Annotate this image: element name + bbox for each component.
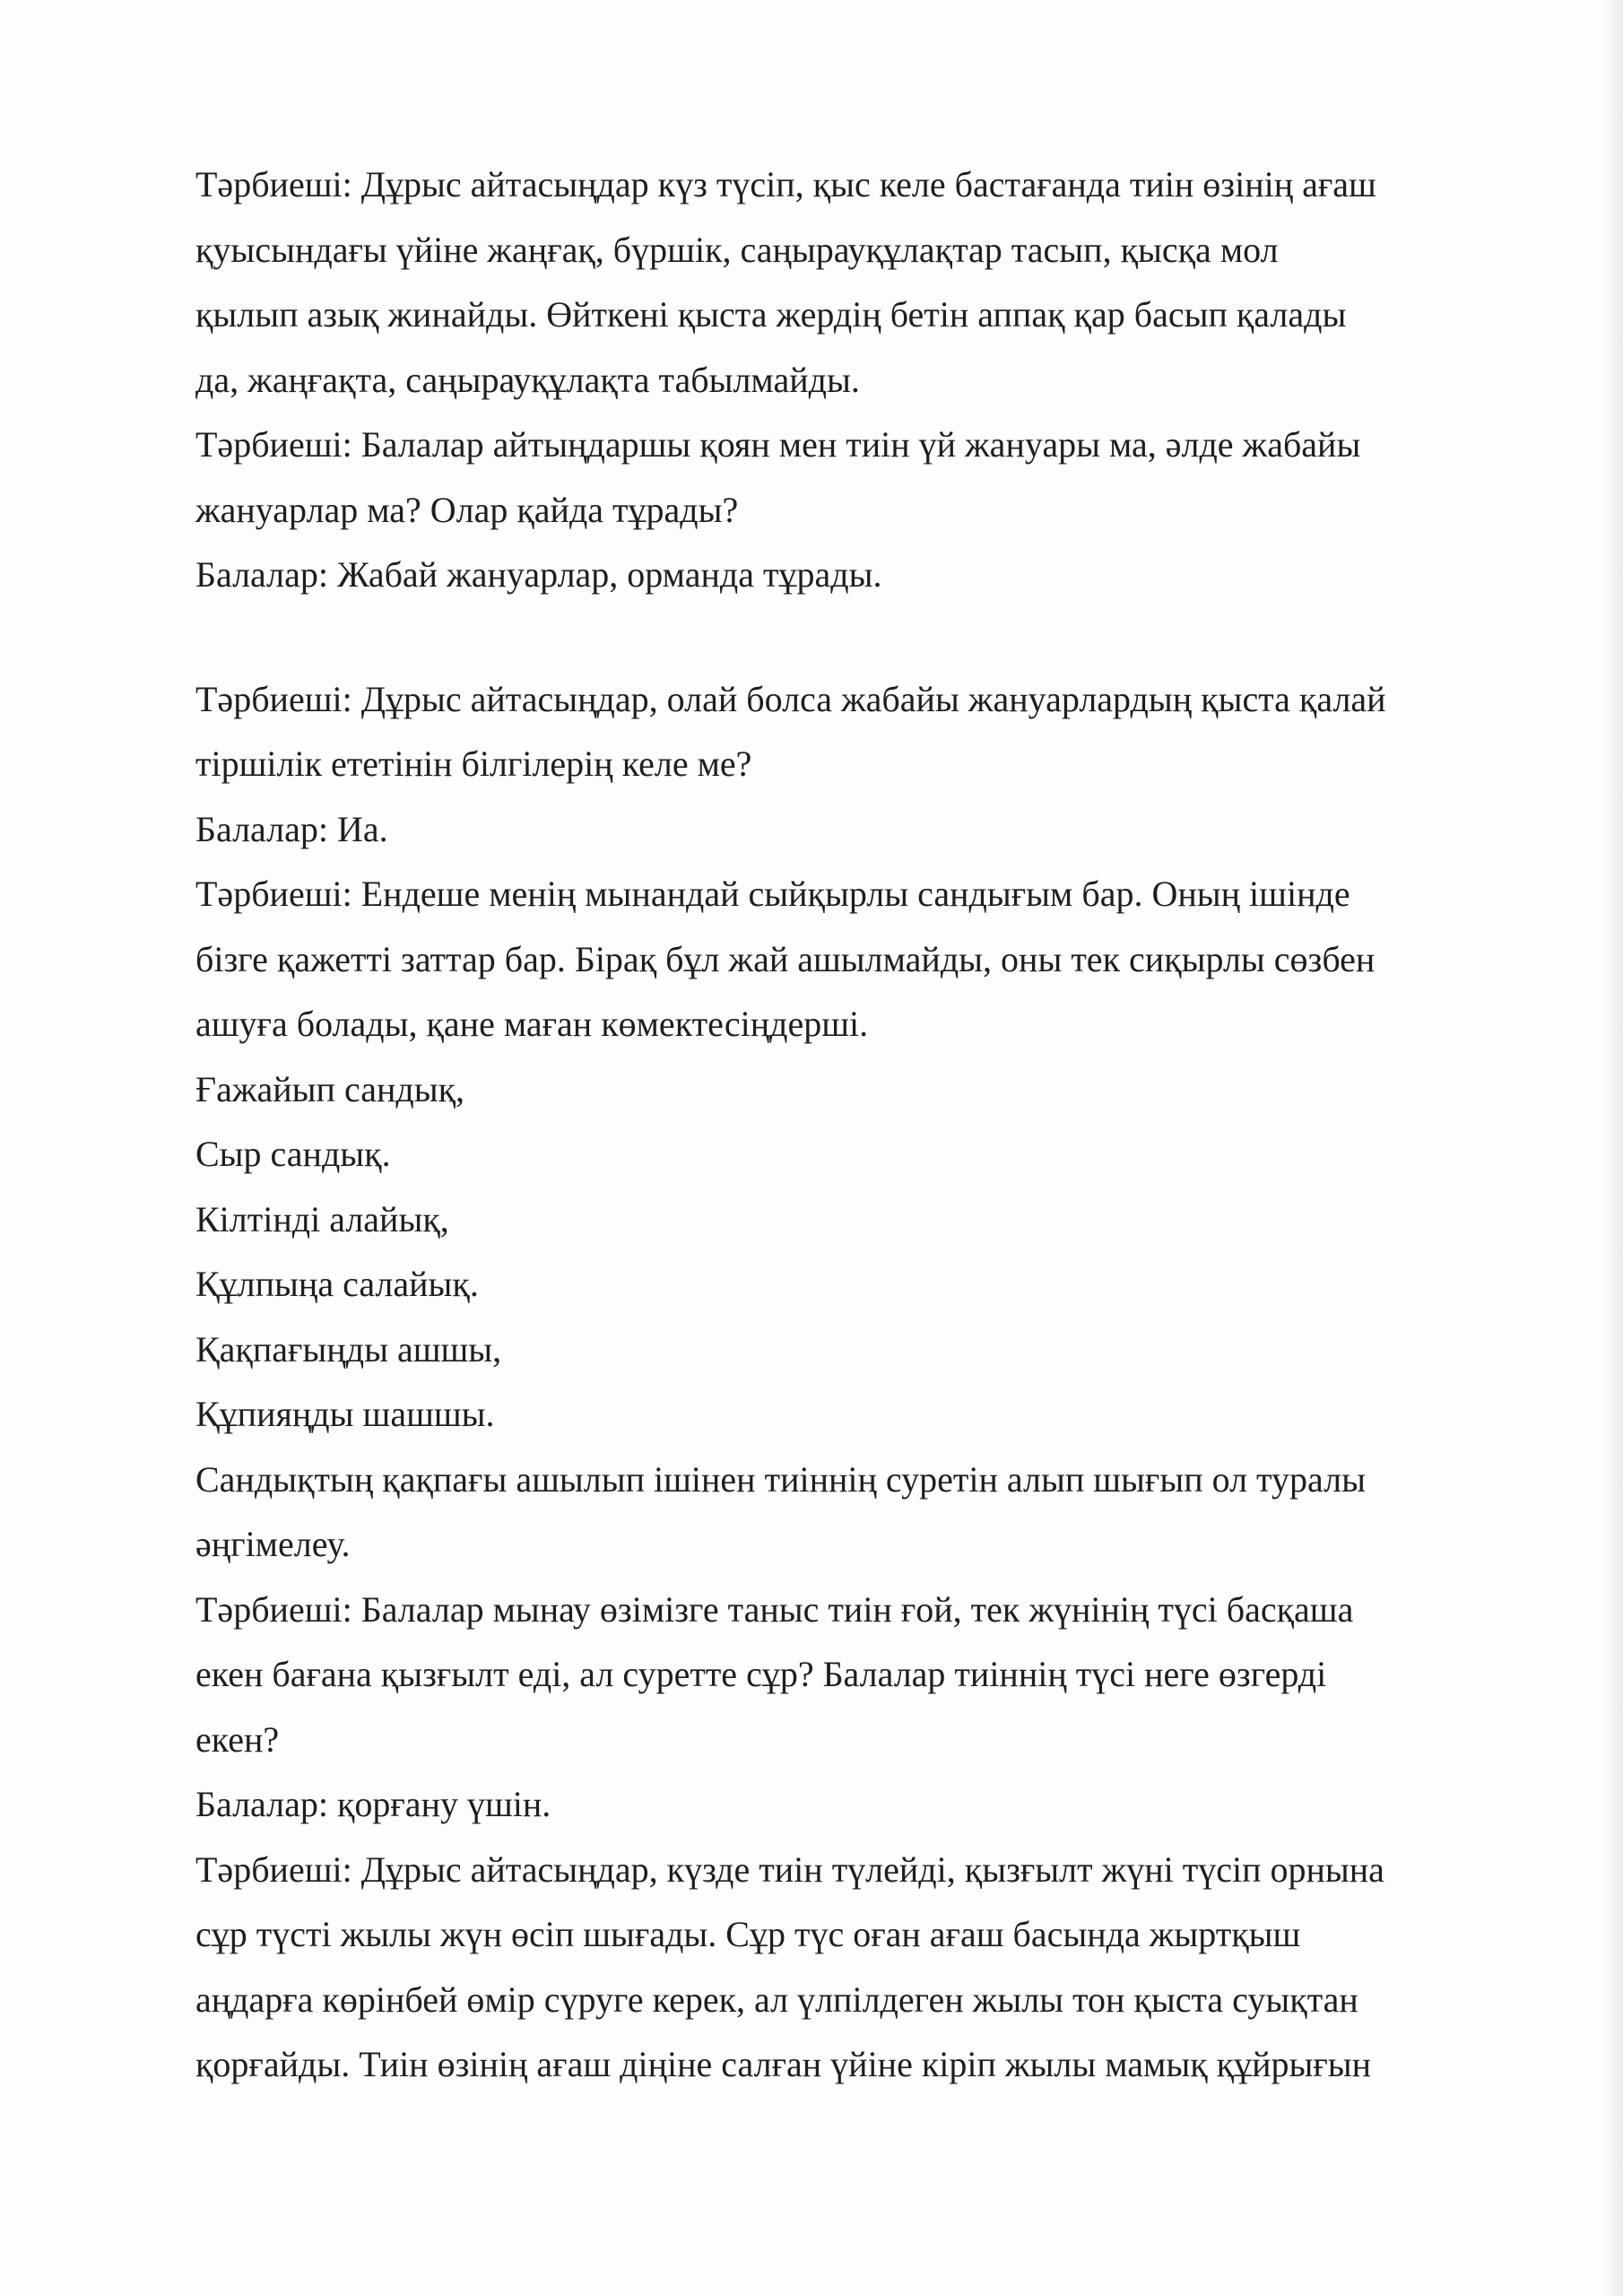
text-line: аңдарға көрінбей өмір сүруге керек, ал үлпілдеген жылы тон қыста суықтан [195, 1979, 1358, 2020]
poem-line: Ғажайып сандық, [195, 1068, 465, 1109]
poem-line: Сыр сандық. [195, 1134, 391, 1174]
text-line: Сандықтың қақпағы ашылып ішінен тиіннің суретін алып шығып ол туралы [195, 1458, 1366, 1500]
text-block-1 [195, 152, 1469, 608]
text-line: сұр түсті жылы жүн өсіп шығады. Сұр түс оған ағаш басында жыртқыш [195, 1914, 1301, 1954]
poem-line: Қақпағыңды ашшы, [195, 1328, 502, 1370]
text-line: екен бағана қызғылт еді, ал суретте сұр? Балалар тиіннің түсі неге өзгерді [195, 1654, 1327, 1694]
scan-edge-shadow [1603, 0, 1623, 2296]
text-line: Тәрбиеші: Балалар мынау өзімізге таныс тиін ғой, тек жүнінің түсі басқаша [195, 1588, 1354, 1630]
text-line: қылып азық жинайды. Өйткені қыста жердің бетін аппақ қар басып қалады [195, 294, 1347, 335]
text-line: Тәрбиеші: Дұрыс айтасыңдар, күзде тиін түлейді, қызғылт жүні түсіп орнына [195, 1848, 1384, 1890]
text-line: Тәрбиеші: Дұрыс айтасыңдар, олай болса жабайы жануарлардың қыста қалай [195, 678, 1386, 719]
text-line: ашуға болады, қане маған көмектесіңдерші. [195, 1004, 869, 1044]
text-line: тіршілік ететінін білгілерің келе ме? [195, 744, 752, 784]
text-block-2 [195, 667, 1469, 2098]
text-line: да, жаңғақта, саңырауқұлақта табылмайды. [195, 359, 860, 400]
poem-line: Құпияңды шашшы. [195, 1394, 495, 1434]
text-line: жануарлар ма? Олар қайда тұрады? [195, 489, 739, 530]
text-line: Балалар: қорғану үшін. [195, 1784, 551, 1824]
text-line: Балалар: Иа. [195, 808, 388, 849]
poem-line: Құлпыңа салайық. [195, 1264, 479, 1304]
page-text [195, 152, 1469, 2098]
text-line: бізге қажетті заттар бар. Бірақ бұл жай ашылмайды, оны тек сиқырлы сөзбен [195, 938, 1376, 979]
text-line: қуысындағы үйіне жаңғақ, бүршік, саңырауқұлақтар тасып, қысқа мол [195, 229, 1279, 270]
text-line: екен? [195, 1718, 280, 1760]
text-line: әңгімелеу. [195, 1524, 351, 1564]
text-line: қорғайды. Тиін өзінің ағаш діңіне салған үйіне кіріп жылы мамық құйрығын [195, 2044, 1372, 2084]
text-line: Тәрбиеші: Балалар айтыңдаршы қоян мен тиін үй жануары ма, әлде жабайы [195, 424, 1361, 465]
text-line: Тәрбиеші: Ендеше менің мынандай сыйқырлы сандығым бар. Оның ішінде [195, 874, 1350, 914]
paragraph-gap [195, 608, 1469, 667]
text-line: Тәрбиеші: Дұрыс айтасыңдар күз түсіп, қыс келе бастағанда тиін өзінің ағаш [195, 164, 1376, 204]
text-line: Балалар: Жабай жануарлар, орманда тұрады. [195, 554, 882, 595]
poem-line: Кілтінді алайық, [195, 1198, 449, 1239]
